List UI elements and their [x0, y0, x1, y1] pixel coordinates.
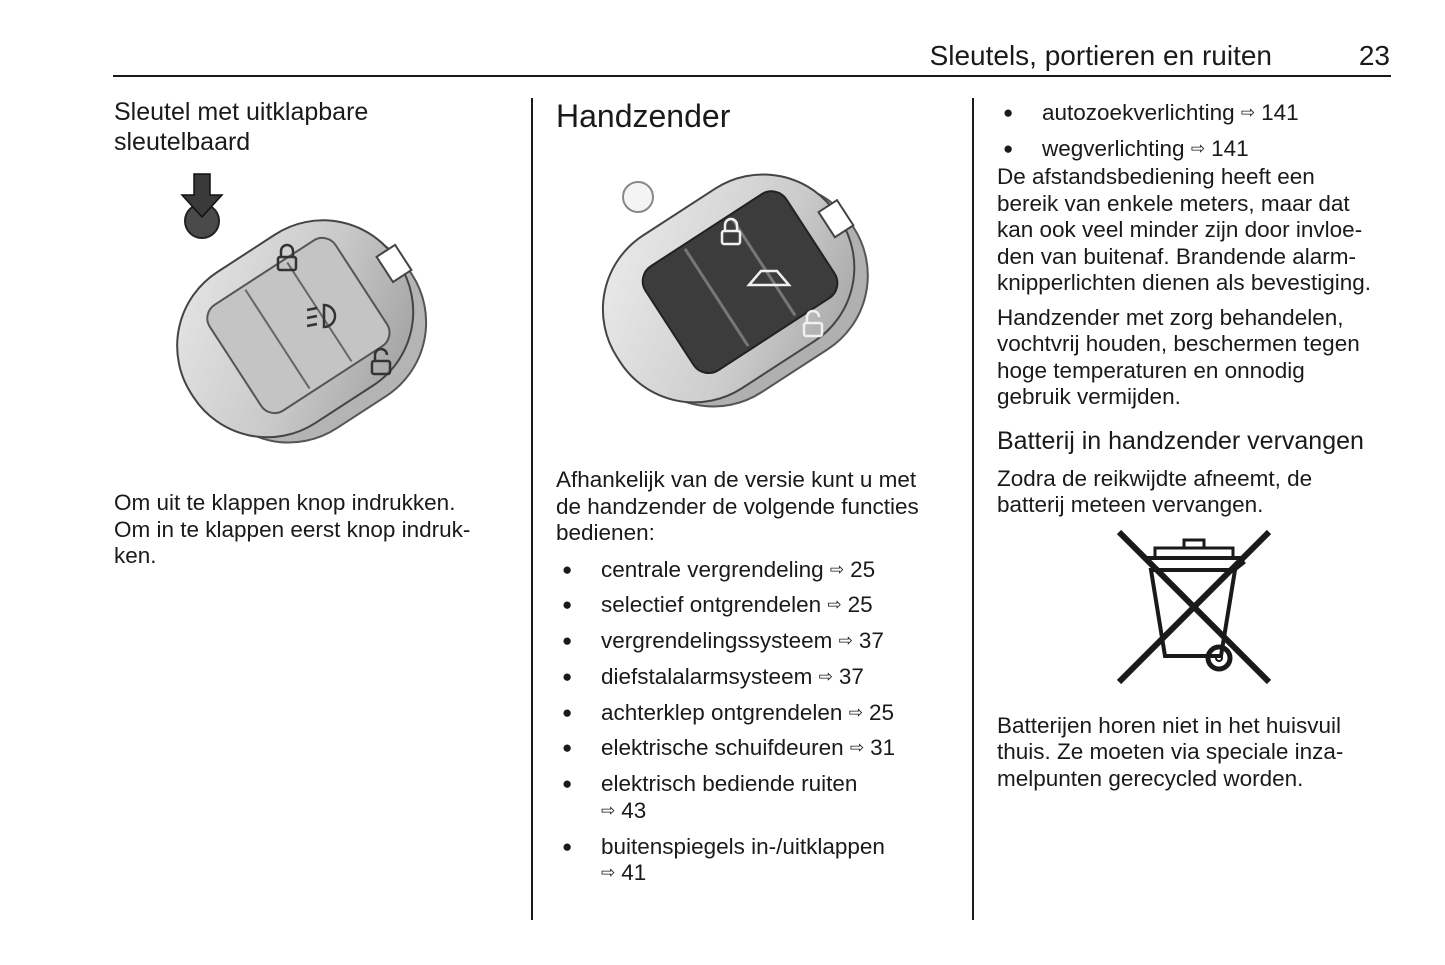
paragraph-line: Om uit te klappen knop indrukken.	[114, 490, 456, 515]
list-item-text: centrale vergrendeling	[601, 556, 824, 582]
reference-arrow-icon: ⇨	[848, 702, 863, 722]
column-divider-right	[972, 98, 974, 920]
reference-page: 37	[858, 628, 884, 654]
paragraph-line: kan ook veel minder zijn door invloe-	[997, 217, 1363, 243]
crossed-out-wheelie-bin-icon	[997, 530, 1393, 695]
folding-key-instructions	[114, 490, 509, 570]
reference-page: 37	[838, 663, 864, 689]
remote-intro	[556, 467, 951, 547]
list-item	[556, 771, 951, 824]
list-item-text: autozoekverlichting	[1042, 100, 1235, 125]
folding-key-fob-with-press-arrow-icon	[114, 169, 509, 484]
page-number: 23	[1358, 40, 1390, 71]
reference-arrow-icon: ⇨	[818, 666, 833, 686]
heading-line: sleutelbaard	[114, 128, 251, 156]
paragraph-line: De afstandsbediening heeft een	[997, 164, 1315, 190]
function-list	[556, 557, 951, 887]
section-heading-handzender: Handzender	[556, 98, 731, 134]
paragraph-line: Om in te klappen eerst knop indruk-	[114, 516, 471, 542]
list-item	[997, 136, 1393, 163]
paragraph-line: den van buitenaf. Brandende alarm-	[997, 243, 1356, 269]
section-heading-folding-key	[114, 97, 509, 157]
paragraph-line: de handzender de volgende functies	[556, 493, 919, 519]
list-item-text: wegverlichting	[1042, 135, 1185, 161]
list-item	[997, 100, 1393, 127]
list-item	[556, 557, 951, 584]
page-reference[interactable]	[830, 557, 875, 582]
list-item-text: vergrendelingssysteem	[601, 628, 833, 654]
range-paragraph	[997, 164, 1393, 297]
page-reference[interactable]	[601, 798, 646, 823]
paragraph-line: melpunten gerecycled worden.	[997, 765, 1304, 791]
function-list-continued	[997, 100, 1393, 162]
page-reference[interactable]	[827, 592, 872, 617]
reference-arrow-icon: ⇨	[829, 559, 845, 579]
battery-disposal-paragraph	[997, 713, 1393, 793]
page-reference[interactable]	[849, 700, 894, 725]
reference-page: 141	[1261, 100, 1299, 125]
reference-page: 43	[621, 797, 647, 823]
paragraph-line: Batterijen horen niet in het huisvuil	[997, 712, 1341, 738]
reference-page: 141	[1211, 135, 1249, 161]
battery-replace-paragraph	[997, 466, 1393, 519]
page-reference[interactable]	[1241, 100, 1299, 125]
paragraph-line: Zodra de reikwijdte afneemt, de	[997, 465, 1313, 491]
page-reference[interactable]	[1191, 136, 1249, 161]
reference-arrow-icon: ⇨	[838, 631, 853, 651]
page-reference[interactable]	[839, 628, 884, 653]
paragraph-line: bedienen:	[556, 520, 655, 545]
reference-arrow-icon: ⇨	[1240, 103, 1256, 122]
paragraph-line: gebruik vermijden.	[997, 384, 1181, 410]
column-2	[556, 97, 951, 896]
column-divider-left	[531, 98, 533, 920]
list-item	[556, 664, 951, 691]
paragraph-line: Handzender met zorg behandelen,	[997, 304, 1344, 330]
reference-page: 25	[847, 592, 873, 618]
reference-page: 25	[850, 556, 876, 582]
care-paragraph	[997, 305, 1393, 411]
reference-arrow-icon: ⇨	[1190, 138, 1206, 158]
column-3	[997, 100, 1393, 792]
list-item-text: elektrische schuifdeuren	[601, 735, 844, 761]
paragraph-line: vochtvrij houden, beschermen tegen	[997, 331, 1360, 357]
page-reference[interactable]	[819, 664, 864, 689]
list-item	[556, 700, 951, 727]
paragraph-line: knipperlichten dienen als bevestiging.	[997, 270, 1371, 296]
list-item-text: buitenspiegels in-/uitklappen	[601, 833, 885, 859]
paragraph-line: ken.	[114, 543, 157, 568]
page-reference[interactable]	[850, 735, 895, 760]
header-divider	[113, 75, 1391, 77]
list-item	[556, 834, 951, 887]
list-item	[556, 592, 951, 619]
list-item	[556, 628, 951, 655]
page-reference[interactable]	[601, 860, 646, 885]
list-item-text: selectief ontgrendelen	[601, 592, 822, 618]
paragraph-line: bereik van enkele meters, maar dat	[997, 190, 1350, 216]
reference-arrow-icon: ⇨	[601, 800, 616, 820]
section-heading-battery: Batterij in handzender vervangen	[997, 426, 1364, 455]
list-item-text: elektrisch bediende ruiten	[601, 771, 858, 797]
list-item-text: diefstalalarmsysteem	[601, 663, 813, 689]
reference-arrow-icon: ⇨	[827, 595, 842, 615]
paragraph-line: batterij meteen vervangen.	[997, 492, 1264, 518]
remote-key-fob-icon	[556, 155, 951, 455]
list-item	[556, 735, 951, 762]
reference-arrow-icon: ⇨	[849, 738, 865, 758]
paragraph-line: hoge temperaturen en onnodig	[997, 357, 1305, 383]
reference-page: 25	[868, 699, 894, 725]
reference-page: 31	[870, 735, 896, 761]
reference-arrow-icon: ⇨	[601, 863, 616, 883]
paragraph-line: thuis. Ze moeten via speciale inza-	[997, 739, 1344, 765]
reference-page: 41	[621, 860, 647, 886]
column-1	[114, 97, 509, 570]
paragraph-line: Afhankelijk van de versie kunt u met	[556, 467, 917, 492]
list-item-text: achterklep ontgrendelen	[601, 699, 843, 725]
running-header-title: Sleutels, portieren en ruiten	[929, 40, 1272, 71]
heading-line: Sleutel met uitklapbare	[114, 98, 369, 126]
